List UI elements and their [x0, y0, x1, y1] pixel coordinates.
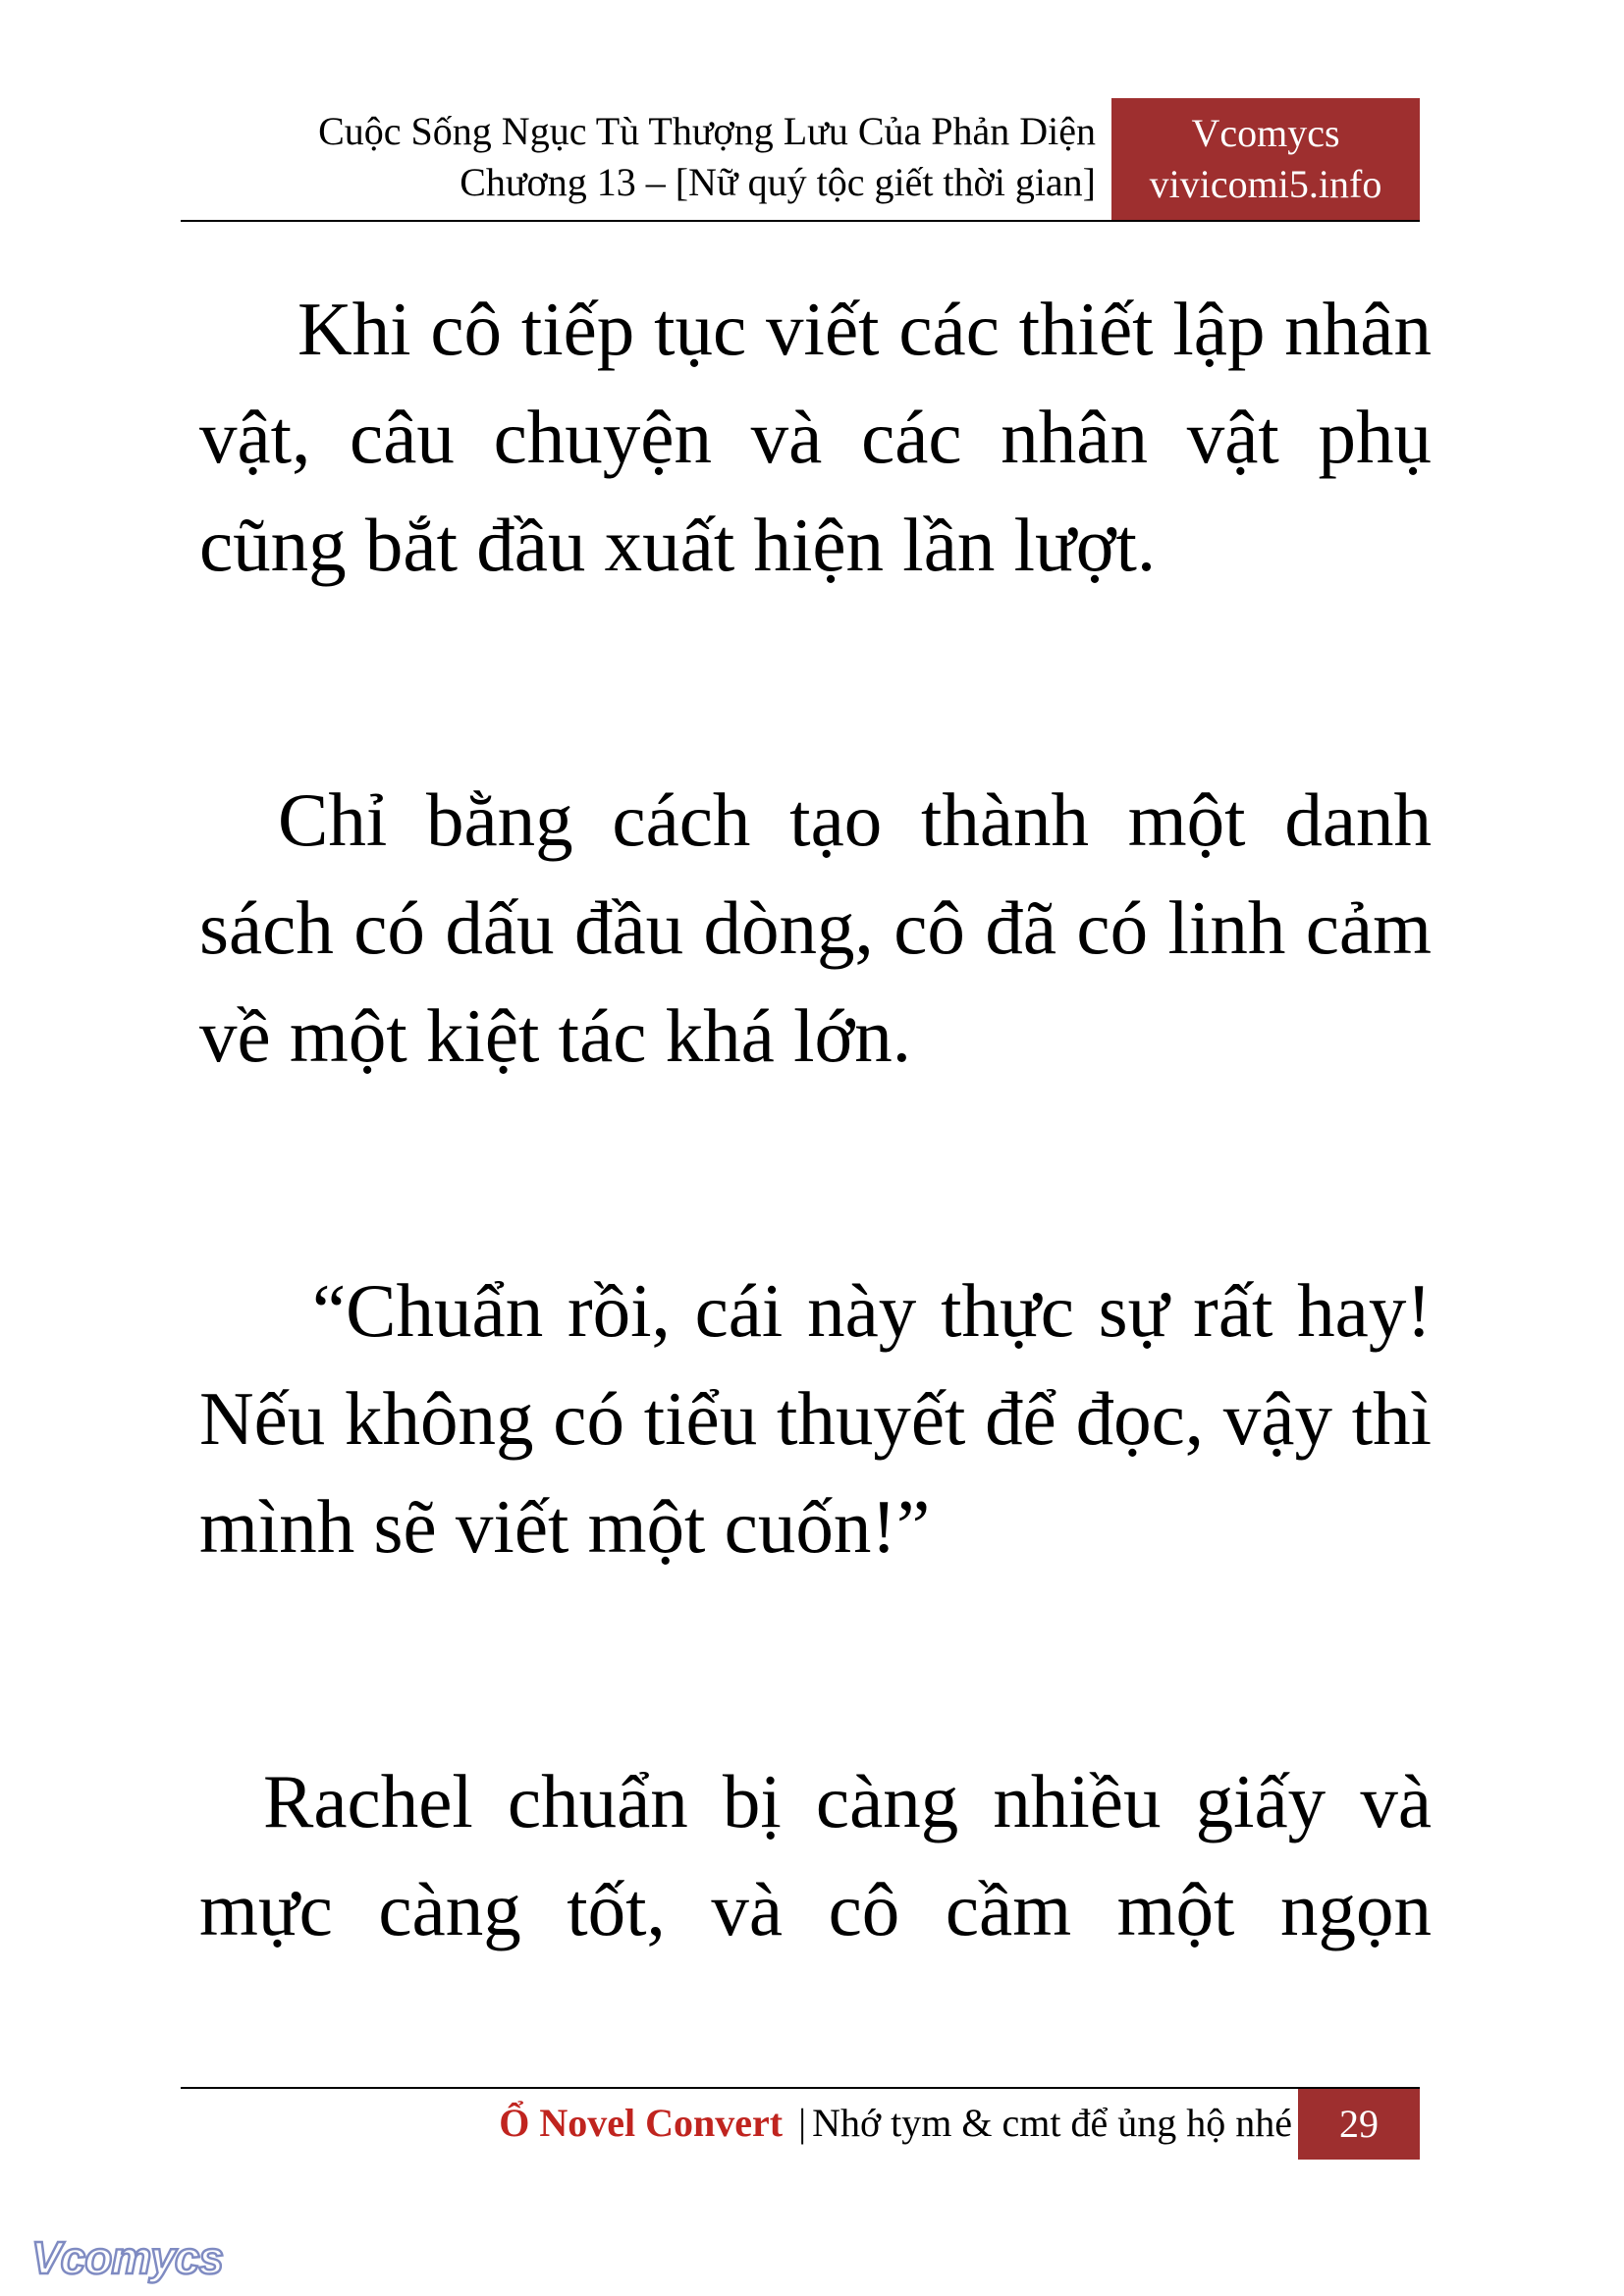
site-badge [1111, 98, 1420, 220]
paragraph: Chỉ bằng cách tạo thành một danh sách có dấu đầu dòng, cô đã có linh cảm về một kiệt tác khá lớn. [199, 777, 1432, 1078]
site-name: Vcomycs [1191, 111, 1340, 155]
header-divider [181, 220, 1420, 222]
footer-text [499, 2099, 1292, 2148]
svg-text:Vcomycs: Vcomycs [31, 2232, 224, 2283]
book-title: Cuộc Sống Ngục Tù Thượng Lưu Của Phản Diện [318, 109, 1096, 153]
chapter-body [199, 275, 1432, 2130]
page-number: 29 [1298, 2089, 1420, 2160]
page-footer [181, 2089, 1420, 2160]
paragraph: “Chuẩn rồi, cái này thực sự rất hay! Nếu không có tiểu thuyết để đọc, vậy thì mình sẽ viết một cuốn!” [199, 1268, 1432, 1569]
footer-note: Nhớ tym & cmt để ủng hộ nhé [812, 2101, 1292, 2145]
site-url: vivicomi5.info [1149, 162, 1382, 206]
footer-brand: Ổ Novel Convert [499, 2101, 784, 2145]
vcomycs-logo [27, 2228, 253, 2287]
paragraph: Rachel chuẩn bị càng nhiều giấy và mực càng tốt, và cô cầm một ngọn [199, 1759, 1432, 1951]
footer-separator: | [798, 2101, 807, 2145]
chapter-title: Chương 13 – [Nữ quý tộc giết thời gian] [460, 160, 1096, 204]
paragraph: Khi cô tiếp tục viết các thiết lập nhân vật, câu chuyện và các nhân vật phụ cũng bắt đầu xuất hiện lần lượt. [199, 287, 1432, 587]
page-header [181, 98, 1420, 220]
header-titles [318, 106, 1096, 208]
